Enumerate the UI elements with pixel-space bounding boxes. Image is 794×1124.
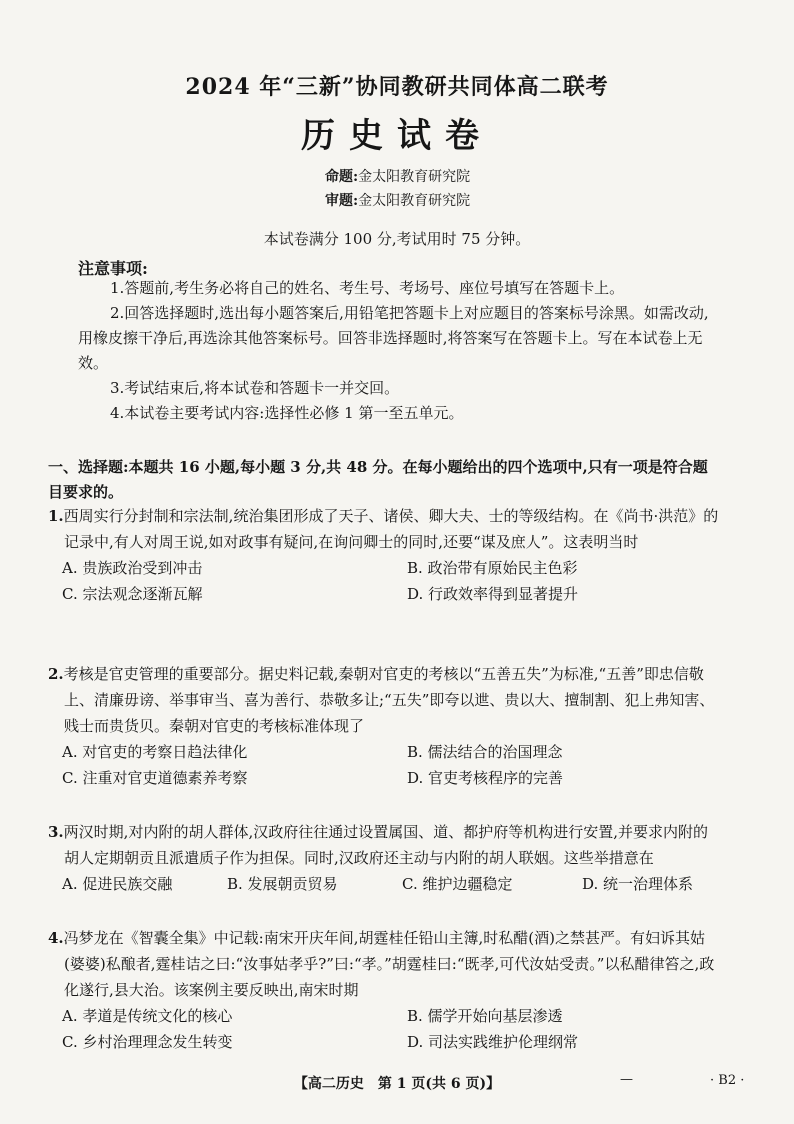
subject-title: 历史试卷	[301, 116, 493, 156]
option-d: D. 统一治理体系	[582, 875, 694, 893]
proposition-label: 命题:	[325, 169, 359, 185]
option-a: A. 贵族政治受到冲击	[62, 559, 203, 577]
options-grid	[48, 555, 720, 607]
option-c: C. 维护边疆稳定	[402, 875, 513, 893]
option-c: C. 乡村治理理念发生转变	[62, 1033, 233, 1051]
option-c: C. 注重对官吏道德素养考察	[62, 769, 248, 787]
option-a: A. 促进民族交融	[62, 875, 173, 893]
notice-item: 4.本试卷主要考试内容:选择性必修 1 第一至五单元。	[110, 404, 464, 422]
question-number: 4.	[48, 929, 64, 947]
option-a: A. 孝道是传统文化的核心	[62, 1007, 233, 1025]
option-b: B. 儒法结合的治国理念	[407, 743, 563, 761]
page-footer: 【高二历史 第 1 页(共 6 页)】	[293, 1076, 501, 1092]
question-stem	[48, 503, 720, 555]
question-stem	[48, 925, 720, 1003]
option-b: B. 儒学开始向基层渗透	[407, 1007, 563, 1025]
options-grid	[48, 1003, 720, 1055]
notice-item: 1.答题前,考生务必将自己的姓名、考生号、考场号、座位号填写在答题卡上。	[110, 279, 625, 297]
question-3	[48, 819, 720, 897]
question-text: 考核是官吏管理的重要部分。据史料记载,秦朝对官吏的考核以“五善五失”为标准,“五善”即忠信敬上、清廉毋谤、举事审当、喜为善行、恭敬多让;“五失”即夸以迣、贵以大、擅制割、犯上弗知害、贱士而贵货贝。秦朝对官吏的考核标准体现了	[63, 665, 715, 735]
options-grid	[48, 871, 720, 897]
question-1	[48, 503, 720, 607]
question-number: 1.	[48, 507, 64, 525]
exam-title: 2024 年“三新”协同教研共同体高二联考	[185, 74, 609, 100]
notice-list	[78, 276, 718, 426]
question-text: 冯梦龙在《智囊全集》中记载:南宋开庆年间,胡霆桂任铅山主簿,时私醋(酒)之禁甚严。有妇诉其姑(婆婆)私酿者,霆桂诘之曰:“汝事姑孝乎?”曰:“孝。”胡霆桂曰:“既孝,可代汝姑受责。”以私醋律笞之,政化遂行,县大治。该案例主要反映出,南宋时期	[63, 929, 715, 999]
proposition-line	[325, 166, 470, 186]
paper-code: · B2 ·	[710, 1073, 745, 1088]
review-value: 金太阳教育研究院	[358, 193, 471, 209]
question-stem	[48, 819, 720, 871]
section-heading: 一、选择题:本题共 16 小题,每小题 3 分,共 48 分。在每小题给出的四个选项中,只有一项是符合题目要求的。	[48, 458, 708, 501]
question-number: 2.	[48, 665, 64, 683]
question-text: 西周实行分封制和宗法制,统治集团形成了天子、诸侯、卿大夫、士的等级结构。在《尚书·洪范》的记录中,有人对周王说,如对政事有疑问,在询问卿士的同时,还要“谋及庶人”。这表明当时	[63, 507, 719, 551]
question-2	[48, 661, 720, 791]
option-a: A. 对官吏的考察日趋法律化	[62, 743, 248, 761]
question-stem	[48, 661, 720, 739]
option-d: D. 官吏考核程序的完善	[407, 769, 564, 787]
question-text: 两汉时期,对内附的胡人群体,汉政府往往通过设置属国、道、都护府等机构进行安置,并要求内附的胡人定期朝贡且派遣质子作为担保。同时,汉政府还主动与内附的胡人联姻。这些举措意在	[63, 823, 708, 867]
notice-item: 3.考试结束后,将本试卷和答题卡一并交回。	[110, 379, 400, 397]
review-label: 审题:	[325, 193, 359, 209]
footer-dash: —	[620, 1072, 633, 1087]
notice-item: 2.回答选择题时,选出每小题答案后,用铅笔把答题卡上对应题目的答案标号涂黑。如需改动,用橡皮擦干净后,再选涂其他答案标号。回答非选择题时,将答案写在答题卡上。写在本试卷上无效。	[78, 304, 709, 372]
question-4	[48, 925, 720, 1055]
option-d: D. 司法实践维护伦理纲常	[407, 1033, 579, 1051]
option-b: B. 政治带有原始民主色彩	[407, 559, 578, 577]
options-grid	[48, 739, 720, 791]
review-line	[325, 190, 470, 210]
option-c: C. 宗法观念逐渐瓦解	[62, 585, 203, 603]
option-b: B. 发展朝贡贸易	[227, 875, 338, 893]
proposition-value: 金太阳教育研究院	[358, 169, 471, 185]
question-number: 3.	[48, 823, 64, 841]
exam-info: 本试卷满分 100 分,考试用时 75 分钟。	[263, 230, 531, 248]
notice-title: 注意事项:	[78, 259, 148, 278]
option-d: D. 行政效率得到显著提升	[407, 585, 579, 603]
